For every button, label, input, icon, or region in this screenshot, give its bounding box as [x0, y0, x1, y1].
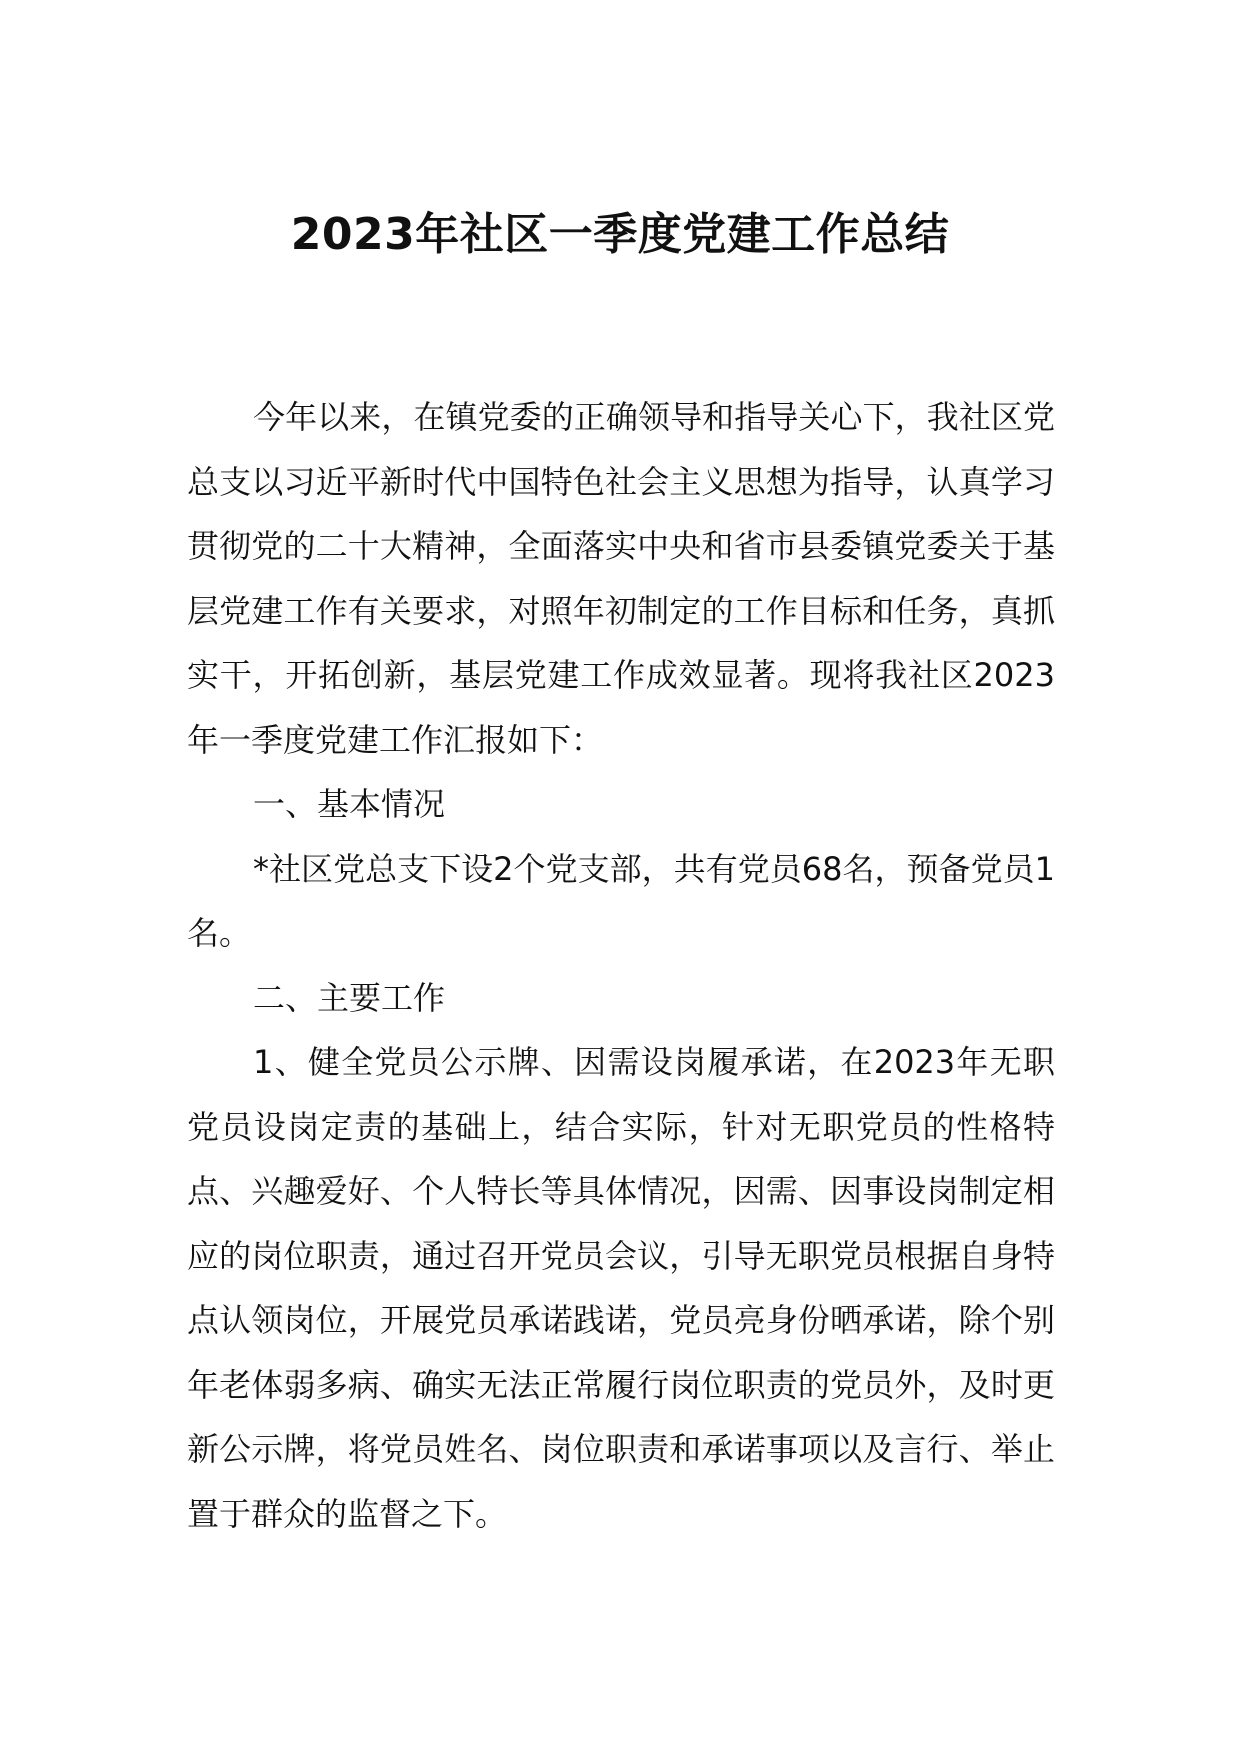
document-title: 2023年社区一季度党建工作总结: [290, 209, 950, 260]
main-work-item-1: 1、健全党员公示牌、因需设岗履承诺，在2023年无职党员设岗定责的基础上，结合实际，针对无职党员的性格特点、兴趣爱好、个人特长等具体情况，因需、因事设岗制定相应的岗位职责，通过召开党员会议，引导无职党员根据自身特点认领岗位，开展党员承诺践诺，党员亮身份晒承诺，除个别年老体弱多病、确实无法正常履行岗位职责的党员外，及时更新公示牌，将党员姓名、岗位职责和承诺事项以及言行、举止置于群众的监督之下。: [187, 1043, 1055, 1533]
intro-paragraph: 今年以来，在镇党委的正确领导和指导关心下，我社区党总支以习近平新时代中国特色社会主义思想为指导，认真学习贯彻党的二十大精神，全面落实中央和省市县委镇党委关于基层党建工作有关要求，对照年初制定的工作目标和任务，真抓实干，开拓创新，基层党建工作成效显著。现将我社区2023年一季度党建工作汇报如下：: [187, 398, 1055, 759]
section-heading-basic: 一、基本情况: [253, 785, 446, 823]
document-body: [187, 385, 1055, 1546]
basic-info-paragraph: *社区党总支下设2个党支部，共有党员68名，预备党员1名。: [187, 849, 1055, 952]
section-heading-main-work: 二、主要工作: [253, 978, 446, 1017]
